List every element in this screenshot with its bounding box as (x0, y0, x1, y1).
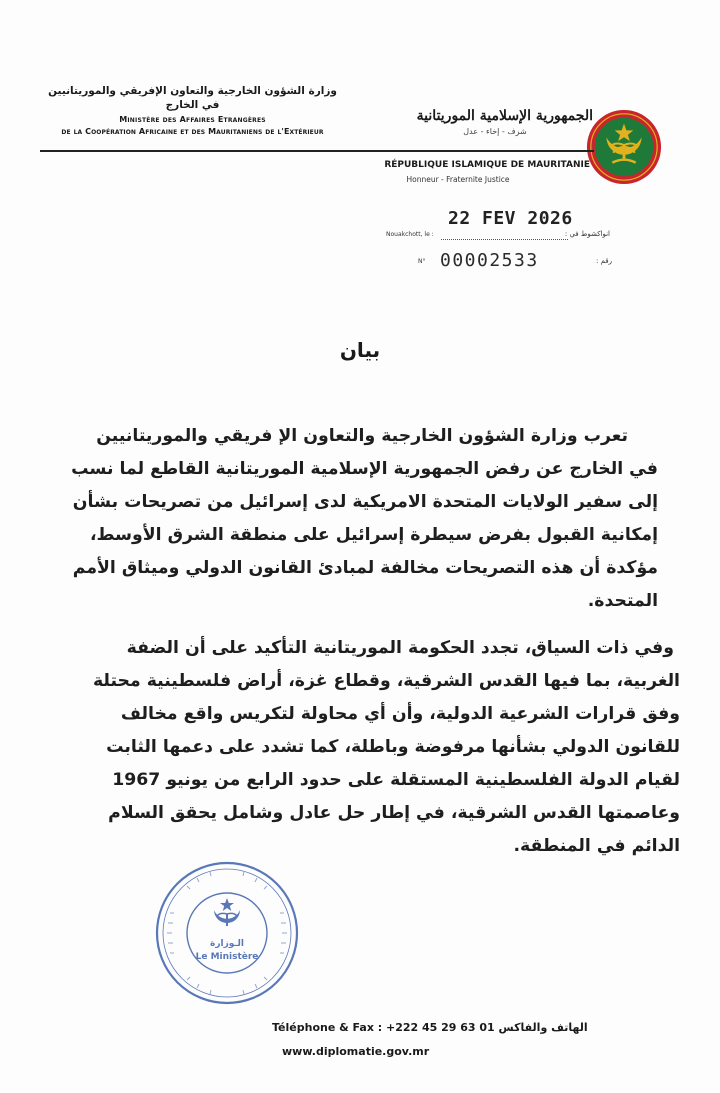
paragraph-line: وفق قرارات الشرعية الدولية، وأن أي محاولة لتكريس واقع مخالف (120, 704, 680, 724)
ministry-name-fr-line2: de la Coopération Africaine et des Mauritaniens de l'Extérieur (61, 127, 324, 136)
ministry-header (40, 84, 345, 138)
motto-fr: Honneur - Fraternite Justice (406, 175, 510, 184)
republic-name-fr: RÉPUBLIQUE ISLAMIQUE DE MAURITANIE (384, 160, 590, 170)
number-label-fr: N° (418, 258, 426, 265)
number-label-ar: رقم : (596, 257, 612, 265)
footer-phone: Téléphone & Fax : +222 45 29 63 01 الهاتف والفاكس (272, 1021, 588, 1034)
paragraph-line: لقيام الدولة الفلسطينية المستقلة على حدود الرابع من يونيو 1967 (112, 770, 680, 790)
ministry-stamp (152, 858, 302, 1008)
paragraph-line: مؤكدة أن هذه التصريحات مخالفة لمبادئ القانون الدولي وميثاق الأمم (72, 558, 658, 578)
date-label-ar: انواكشوط في : (564, 230, 610, 238)
ministry-name-ar: وزارة الشؤون الخارجية والتعاون الإفريقي والموريتانيين في الخارج (48, 85, 337, 111)
stamp-center-fr: Le Ministère (195, 952, 259, 962)
date-label-fr: Nouakchott, le : (386, 231, 434, 238)
paragraph-line: الدائم في المنطقة. (513, 836, 680, 856)
header-divider (40, 150, 594, 152)
paragraph-1 (71, 420, 658, 618)
paragraph-line: إلى سفير الولايات المتحدة الامريكية لدى إسرائيل من تصريحات بشأن (72, 492, 658, 512)
national-emblem-icon (585, 108, 663, 186)
date-row (386, 231, 610, 243)
stamp-center-ar: الـوزارة (210, 939, 244, 949)
statement-title: بيان (339, 338, 381, 362)
paragraph-line: المتحدة. (587, 591, 658, 611)
paragraph-line: في الخارج عن رفض الجمهورية الإسلامية الموريتانية القاطع لما نسب (71, 459, 658, 479)
stamp-emblem-icon (214, 898, 240, 926)
paragraph-line: وفي ذات السياق، تجدد الحكومة الموريتانية التأكيد على أن الضفة (126, 638, 674, 658)
paragraph-line: للقانون الدولي بشأنها مرفوضة وباطلة، كما تشدد على دعمها الثابت (106, 737, 680, 757)
paragraph-2 (60, 632, 680, 863)
paragraph-line: تعرب وزارة الشؤون الخارجية والتعاون الإ فريقي والموريتانيين (96, 426, 628, 446)
paragraph-line: إمكانية القبول بفرض سيطرة إسرائيل على منطقة الشرق الأوسط، (89, 525, 658, 545)
date-dotted-line (441, 239, 568, 240)
ministry-name-fr-line1: Ministère des Affaires Etrangères (119, 115, 266, 124)
date-value: 22 FEV 2026 (448, 208, 573, 229)
motto-ar: شرف - إخاء - عدل (463, 127, 527, 136)
paragraph-line: الغربية، بما فيها القدس الشرقية، وقطاع غزة، أراض فلسطينية محتلة (92, 671, 680, 691)
reference-number: 00002533 (440, 250, 539, 271)
footer-website[interactable]: www.diplomatie.gov.mr (282, 1045, 430, 1058)
number-row (418, 250, 612, 274)
republic-name-ar: الجمهورية الإسلامية الموريتانية (416, 108, 593, 124)
paragraph-line: وعاصمتها القدس الشرقية، في إطار حل عادل وشامل يحقق السلام (108, 803, 680, 823)
